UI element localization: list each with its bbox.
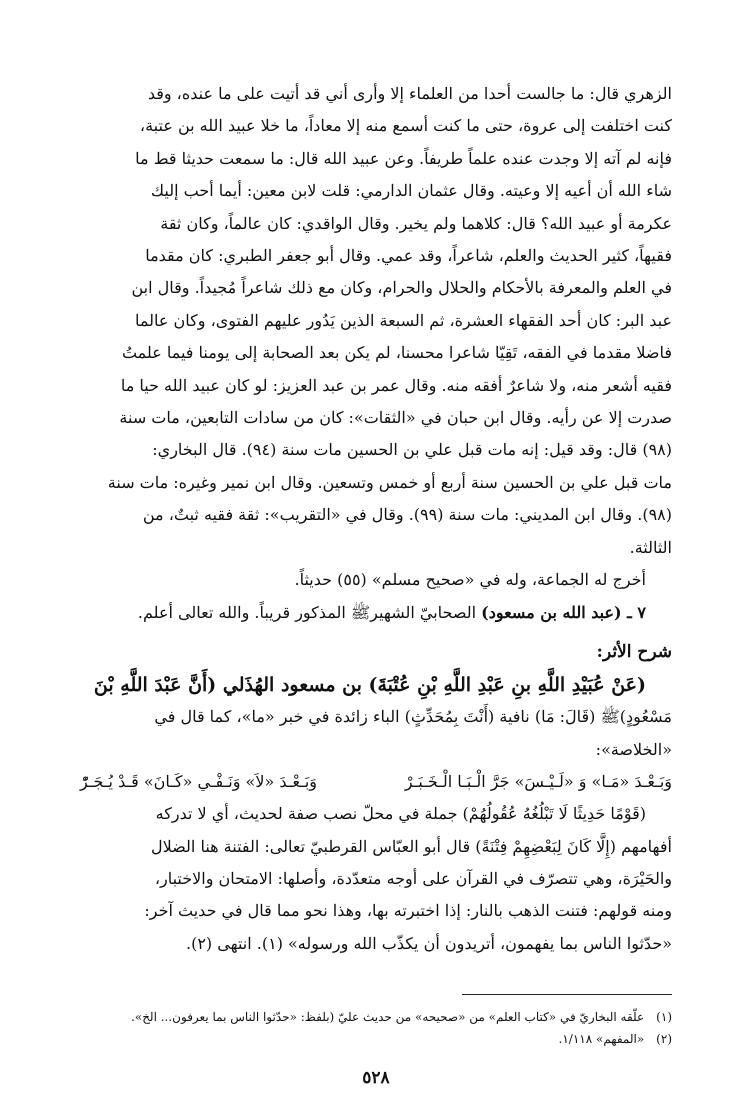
- text-line: فاضلا مقدما في الفقه، تَقِيّا شاعرا محسنا، لم يكن بعد الصحابة إلى يومنا فيما علمتُ: [121, 343, 672, 363]
- text-line: (قَوْمًا حَدِيثًا لَا تَبْلُغُهُ عُقُولُهُمْ) جملة في محلّ نصب صفة لحديث، أي لا تدركه: [155, 804, 646, 824]
- text-line: ومنه قولهم: فتنت الذهب بالنار: إذا اختبرته بها، وهذا نحو مما قال في حديث آخر:: [144, 901, 672, 921]
- poetry-verse: [80, 766, 672, 798]
- footnote-item: [80, 1028, 672, 1050]
- text-line: صدرت إلا عن رأيه. وقال ابن حبان في «الثقات»: كان من سادات التابعين، مات سنة: [119, 408, 672, 428]
- page-number: ٥٢٨: [362, 1068, 390, 1088]
- text-line: فإنه لم آته إلا وجدت عنده علماً طريفاً. وعن عبيد الله قال: ما سمعت حديثا قط ما: [135, 148, 672, 168]
- text-line: فقيه أشعر منه، ولا شاعرٌ أفقه منه. وقال عمر بن عبد العزيز: لو كان عبيد الله حيا ما: [120, 375, 672, 395]
- text-line: عبد البر: كان أحد الفقهاء العشرة، ثم السبعة الذين يَدُور عليهم الفتوى، وكان عالما: [135, 310, 672, 330]
- narrator-description: الصحابيّ الشهيرﷺ المذكور قريباً. والله تعالى أعلم.: [137, 602, 482, 622]
- text-line: «حدّثوا الناس بما يفهمون، أتريدون أن يكذّب الله ورسوله» (١). انتهى (٢).: [185, 933, 672, 953]
- footnote-text: «المفهم» ١/١١٨.: [558, 1032, 645, 1046]
- text-line: (٩٨) قال: وقد قيل: إنه مات قبل علي بن الحسين مات سنة (٩٤). قال البخاري:: [152, 440, 672, 460]
- takhrij-paragraph: [80, 564, 672, 596]
- text-line: مَسْعُودٍ)ﷺ (قَالَ: مَا) نافية (أَنْتَ بِمُحَدِّثٍ) الباء زائدة في خبر «ما»، كما قال في: [154, 707, 672, 727]
- text-line: شاء الله أن أعيه إلا وعيته. وقال عثمان الدارمي: قلت لابن معين: أيما أحب إليك: [150, 181, 672, 201]
- narrator-name: ٧ ـ (عبد الله بن مسعود): [481, 602, 646, 622]
- footnote-text: علّقه البخاريّ في «كتاب العلم» من «صحيحه» من حديث عليّ (بلفظ: «حدّثوا الناس بما يعرفون... الخ».: [131, 1010, 645, 1024]
- text-line: أفهامهم (إِلَّا كَانَ لِبَعْضِهِمْ فِتْنَةً) قال أبو العبّاس القرطبيّ تعالى: الفتنة هنا الضلال: [151, 836, 672, 856]
- commentary-paragraph-2: [80, 798, 672, 960]
- narrator-item-7: [80, 597, 672, 629]
- text-line: كنت اختلفت إلى عروة، حتى ما كنت أسمع منه إلا معاداً، ما خلا عبيد الله بن عتبة،: [139, 116, 672, 136]
- footnote-separator: [462, 994, 672, 995]
- text-line: مات قبل علي بن الحسين سنة أربع أو خمس وتسعين. وقال ابن نمير وغيره: مات سنة: [107, 472, 672, 492]
- section-heading: شرح الأثر:: [596, 641, 672, 662]
- commentary-paragraph: [80, 669, 672, 766]
- text-line: (عَنْ عُبَيْدِ اللَّهِ بنِ عَبْدِ اللَّهِ بْنِ عُتْبَةَ) بن مسعود الهُذَلي (أَنَّ عَبْدَ اللَّهِ بْنَ: [93, 673, 646, 696]
- footnote-number: (٢): [656, 1032, 672, 1046]
- text-line: فقيهاً، كثير الحديث والعلم، شاعراً، وقد عمي. وقال أبو جعفر الطبري: كان مقدما: [145, 246, 672, 266]
- text-line: «الخلاصة»:: [595, 739, 672, 759]
- text-line: الزهري قال: ما جالست أحدا من العلماء إلا وأرى أني قد أتيت على ما عنده، وقد: [147, 84, 672, 103]
- text-line: في العلم والمعرفة بالأحكام والحلال والحرام، وكان مع ذلك شاعراً مُجيداً. وقال ابن: [131, 278, 672, 298]
- footnotes: [80, 1006, 672, 1050]
- footnote-number: (١): [656, 1010, 672, 1024]
- text-line: أخرج له الجماعة، وله في «صحيح مسلم» (٥٥) حديثاً.: [294, 570, 646, 590]
- text-line: الثالثة.: [629, 537, 672, 557]
- text-line: [80, 597, 646, 629]
- biography-paragraph: [80, 78, 672, 564]
- footnote-item: [80, 1006, 672, 1028]
- text-line: والحَيْرَة، وهي تتصرّف في القرآن على أوجه متعدّدة، وأصلها: الامتحان والاختبار،: [154, 868, 672, 888]
- text-line: (٩٨). وقال ابن المديني: مات سنة (٩٩). وقال في «التقريب»: ثقة فقيه ثبتٌ، من: [142, 505, 672, 525]
- verse-second-hemistich: وَبَـعْـدَ «لاَ» وَنَـفْـي «كَـانَ» قَـدْ يُـجَـرّْ: [80, 772, 318, 792]
- text-line: عكرمة أو عبيد الله؟ قال: كلاهما ولم يخير. وقال الواقدي: كان عالماً، وكان ثقة: [160, 213, 672, 233]
- verse-first-hemistich: وَبَـعْـدَ «مَـا» وَ «لَـيْـسَ» جَرَّ الْـبَـا الْـخَـبَـرْ: [404, 772, 672, 792]
